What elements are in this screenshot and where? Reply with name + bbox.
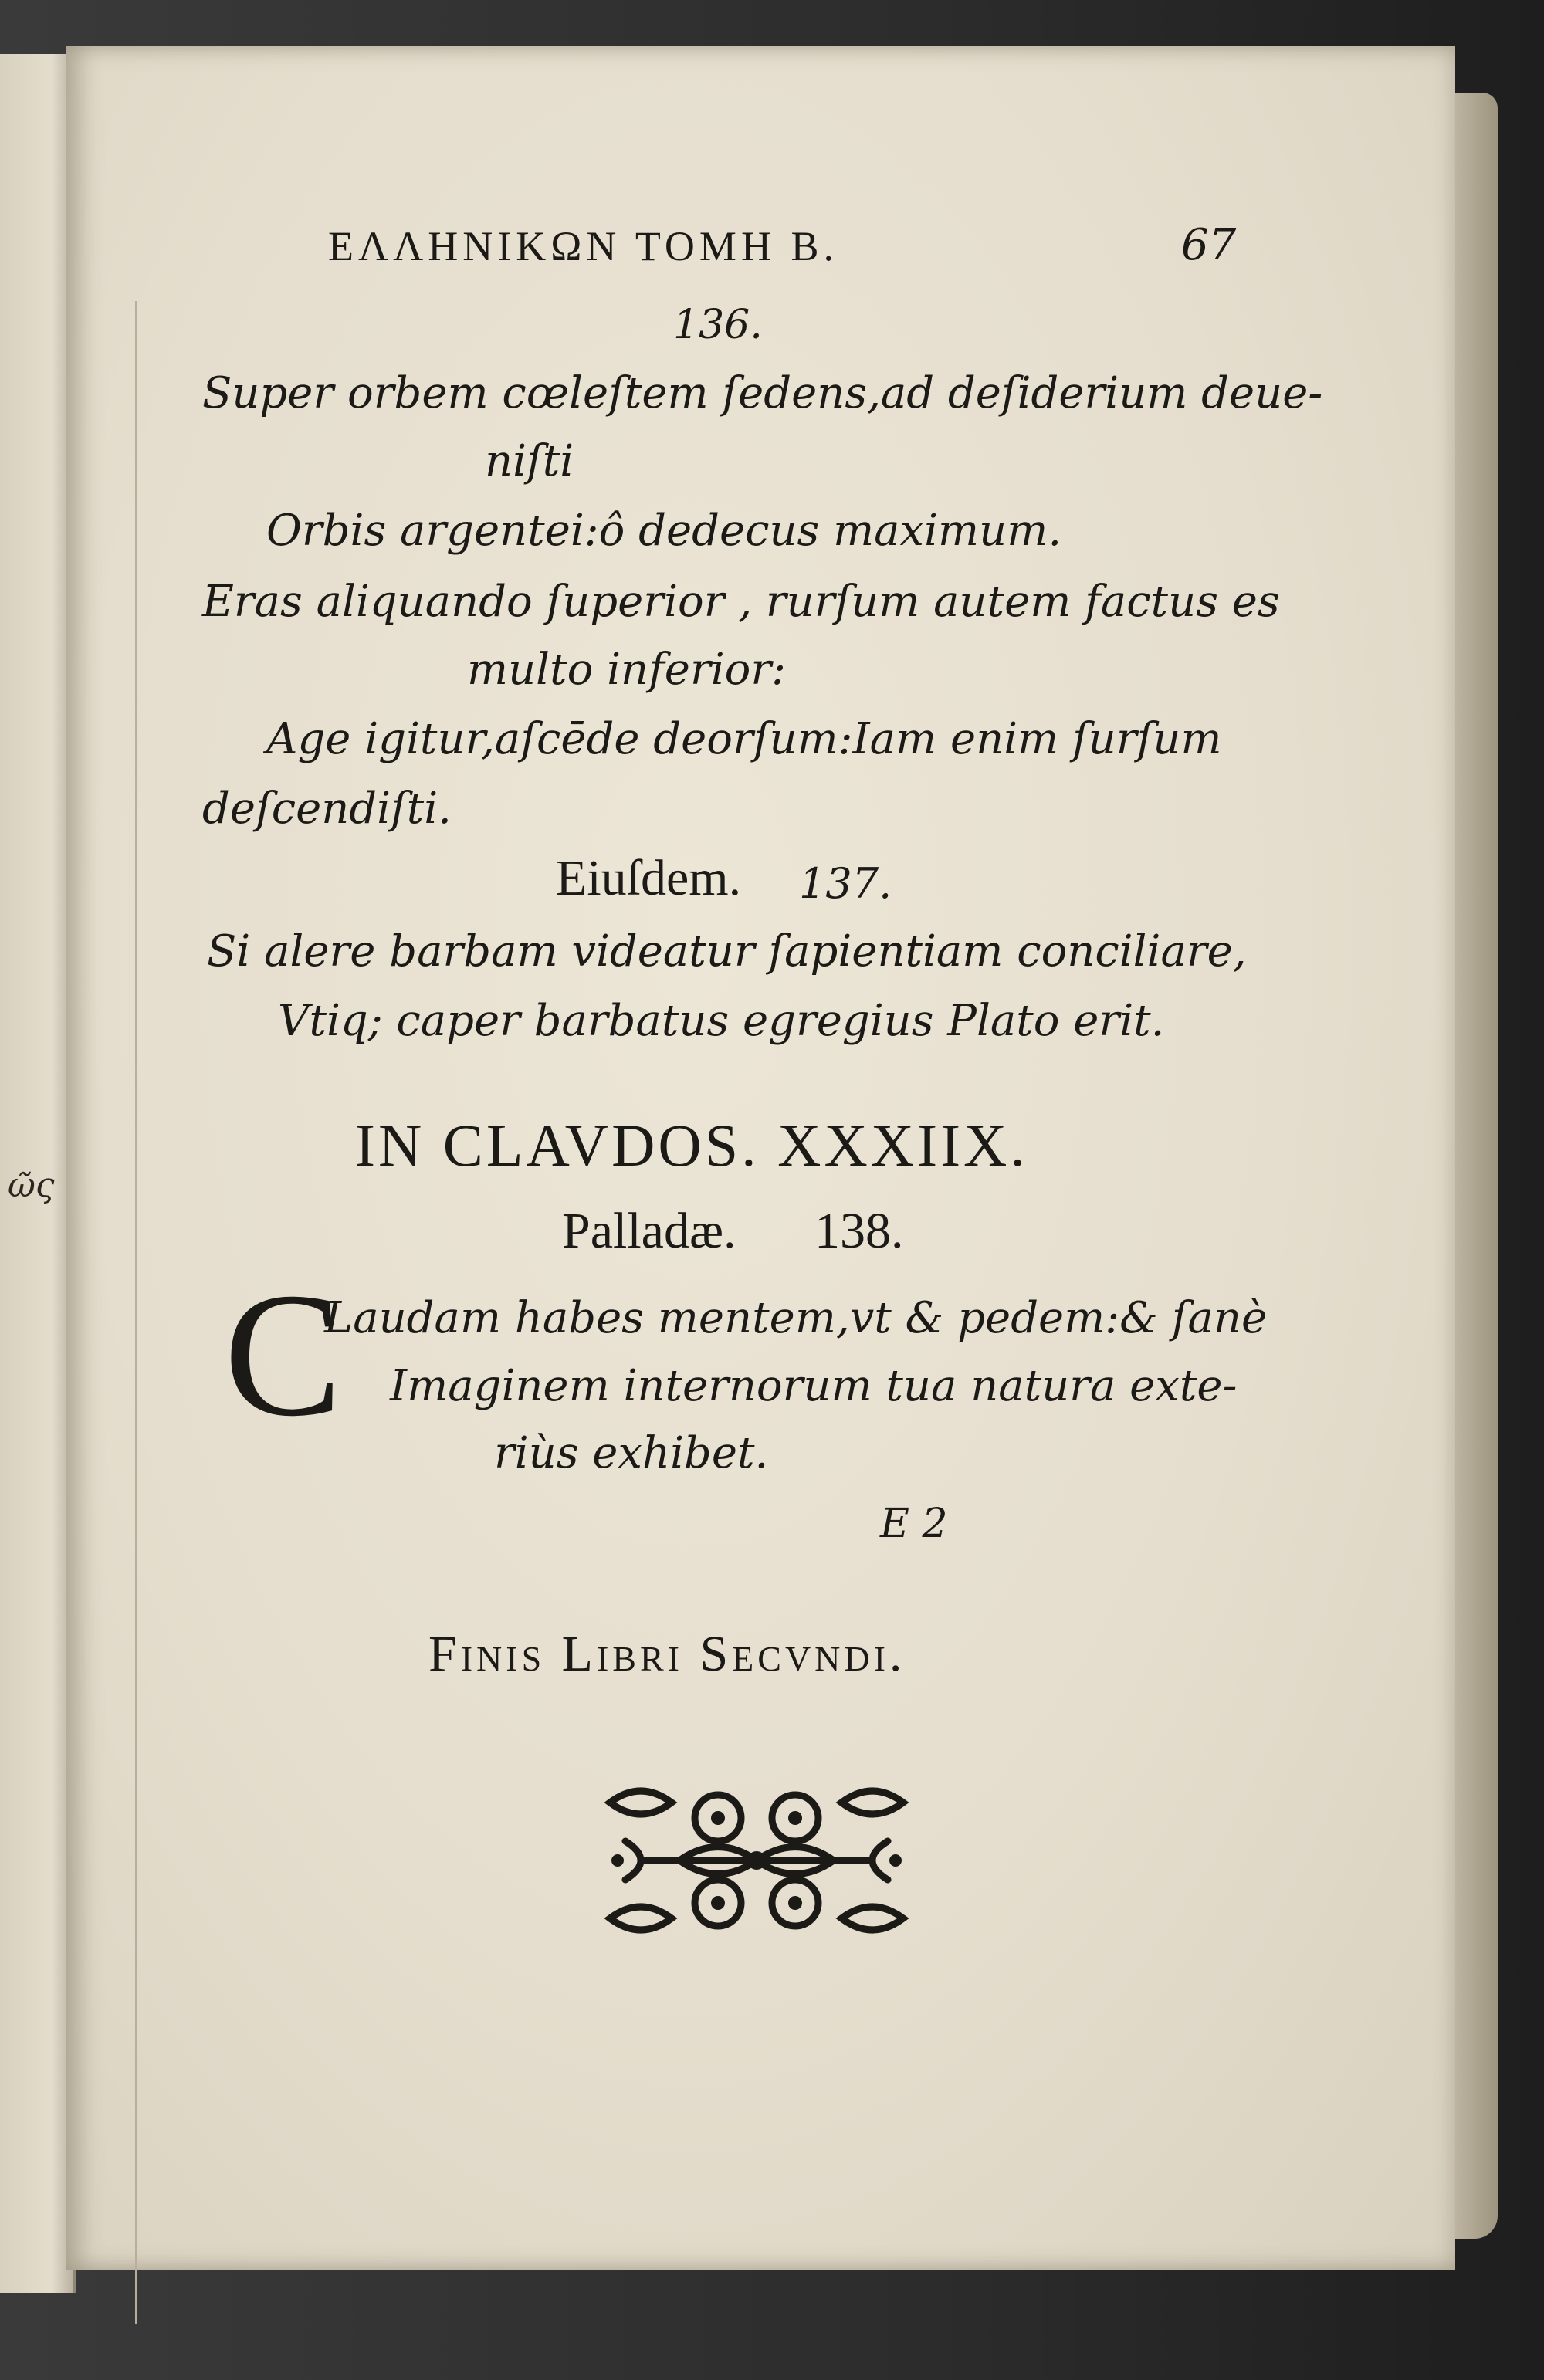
gutter-line (135, 301, 137, 2324)
poem-line: Vtiq; caper barbatus egregius Plato erit. (278, 996, 1165, 1046)
fleuron-icon (594, 1772, 919, 1949)
page-number: 67 (1181, 220, 1237, 270)
poem-number: 137. (799, 859, 892, 908)
signature-mark: E 2 (880, 1501, 948, 1547)
drop-cap: C (224, 1256, 343, 1453)
poem-line: Eras aliquando ſuperior , rurſum autem factus es (202, 577, 1280, 627)
poem-line: multo inferior: (467, 645, 786, 695)
poem-line: Si alere barbam videatur ſapientiam conciliare, (207, 926, 1247, 977)
poem-line: deſcendiſti. (202, 784, 452, 834)
poem-line: riùs exhibet. (494, 1428, 769, 1478)
facing-page-fragment: ῶς (8, 1166, 55, 1205)
poem-line: Laudam habes mentem,vt & pedem:& ſanè (324, 1293, 1268, 1343)
poem-line: Super orbem cœleſtem ſedens,ad deſiderium deue- (202, 368, 1323, 418)
facing-page (0, 54, 76, 2293)
poem-line: Age igitur,aſcēde deorſum:Iam enim ſurſum (266, 714, 1222, 764)
poem-heading: Eiuſdem. (556, 850, 742, 906)
poem-line: Imaginem internorum tua natura exte- (390, 1361, 1238, 1411)
running-title: ΕΛΛΗΝΙΚΩΝ ΤΟΜΗ Β. (328, 223, 838, 269)
poem-line: Orbis argentei:ô dedecus maximum. (266, 506, 1062, 556)
colophon: Finis Libri Secvndi. (428, 1626, 906, 1682)
section-author: Palladæ. (562, 1203, 736, 1259)
poem-line: niſti (485, 436, 574, 486)
section-title: IN CLAVDOS. XXXIIX. (355, 1112, 1028, 1179)
section-number: 138. (814, 1203, 904, 1259)
poem-number: 136. (673, 302, 763, 348)
